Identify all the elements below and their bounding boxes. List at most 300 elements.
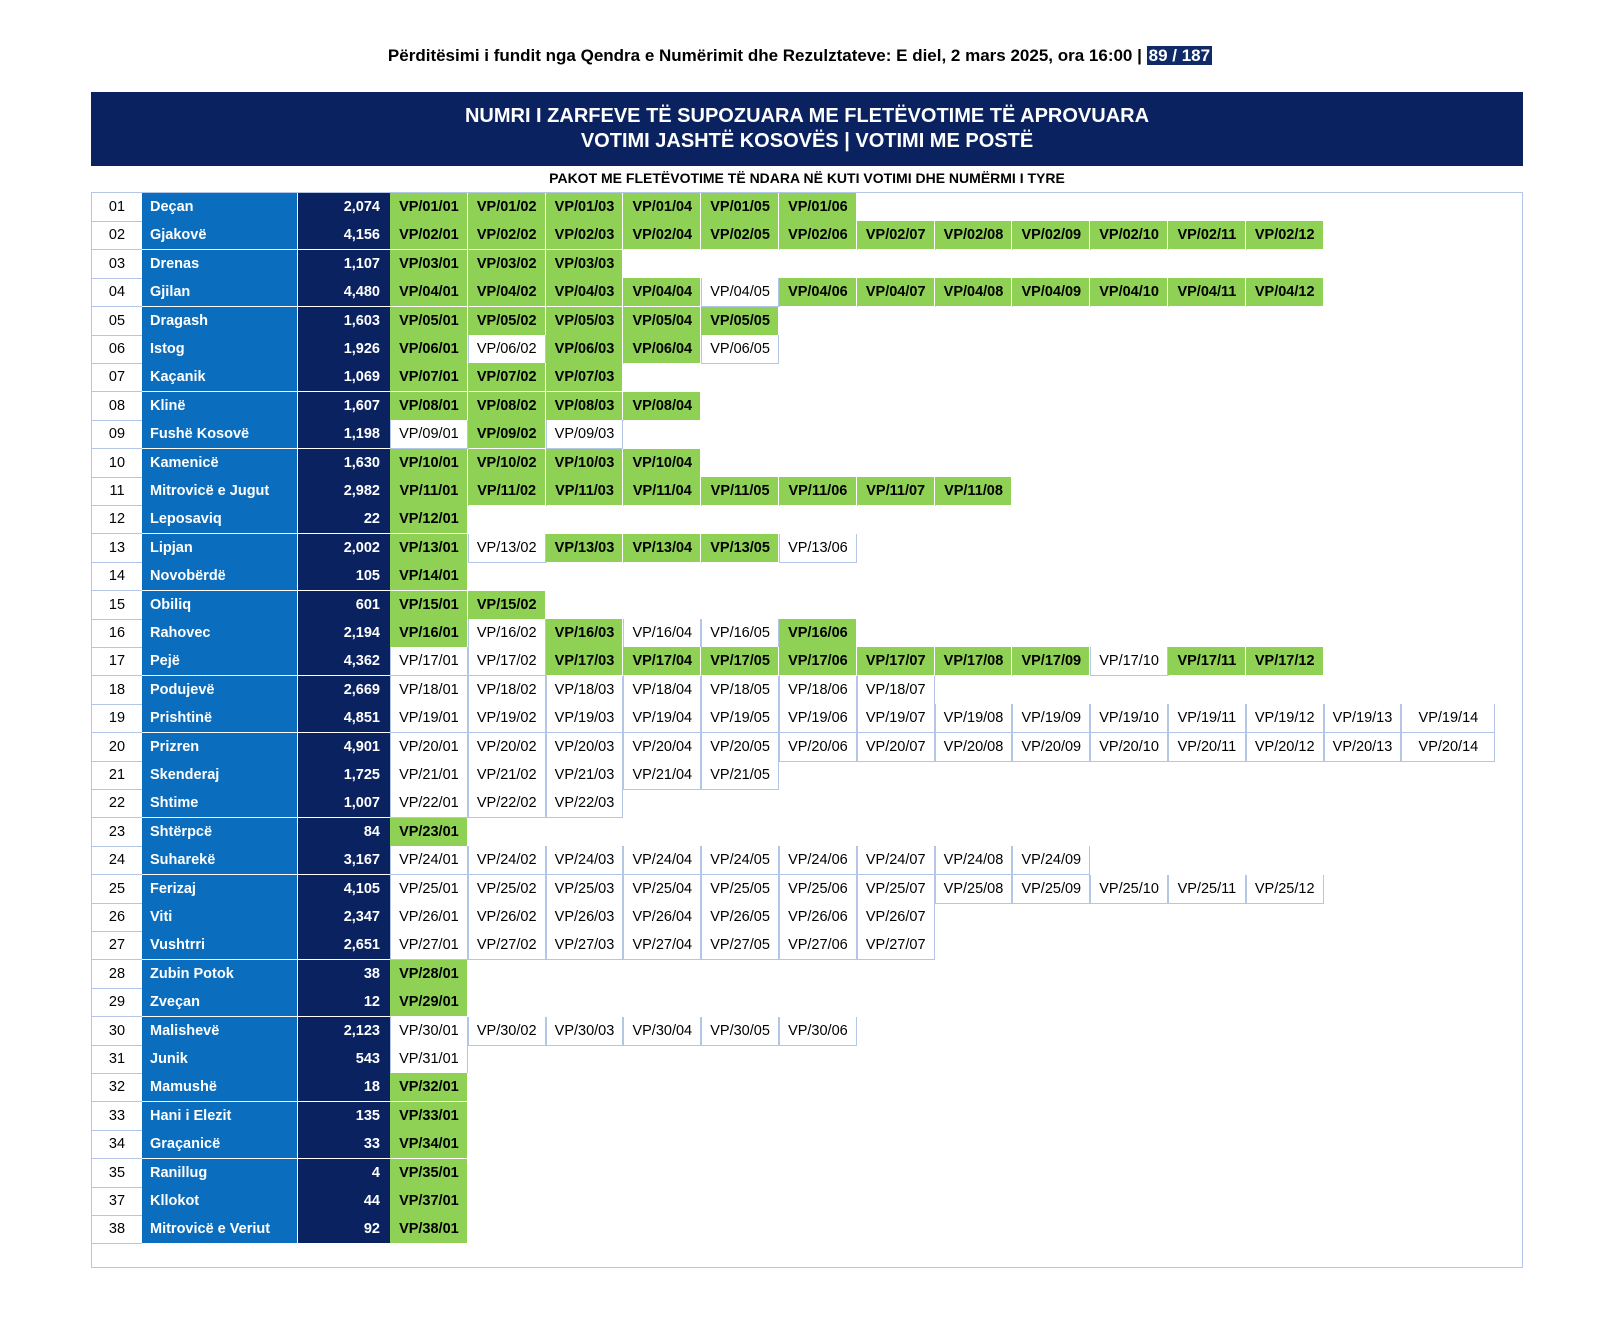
- package-cell-counted: VP/04/03: [546, 278, 624, 307]
- package-cell: VP/20/10: [1090, 733, 1168, 762]
- row-number: 13: [92, 534, 142, 563]
- envelope-count: 135: [298, 1102, 390, 1131]
- package-cell-counted: VP/04/09: [1012, 278, 1090, 307]
- package-cell: VP/16/05: [701, 619, 779, 648]
- row-number: 20: [92, 733, 142, 762]
- municipality-name: Kamenicë: [142, 449, 298, 478]
- row-number: 08: [92, 392, 142, 421]
- table-row: [92, 846, 1522, 875]
- package-cell-counted: VP/07/01: [390, 363, 468, 392]
- envelope-count: 4,901: [298, 733, 390, 762]
- package-cell-counted: VP/34/01: [390, 1130, 468, 1159]
- table-row: [92, 676, 1522, 705]
- table-row: [92, 647, 1522, 676]
- municipality-name: Mitrovicë e Veriut: [142, 1215, 298, 1244]
- package-cell: VP/24/03: [546, 846, 624, 875]
- package-cell-counted: VP/05/03: [546, 307, 624, 336]
- package-cell-counted: VP/13/05: [701, 534, 779, 563]
- package-cell-counted: VP/07/03: [546, 363, 624, 392]
- row-number: 16: [92, 619, 142, 648]
- package-cell-counted: VP/01/02: [468, 193, 546, 222]
- municipality-name: Lipjan: [142, 534, 298, 563]
- package-cell-counted: VP/03/01: [390, 250, 468, 279]
- package-cell-counted: VP/16/01: [390, 619, 468, 648]
- package-cell: VP/20/11: [1168, 733, 1246, 762]
- title-banner: [91, 92, 1523, 166]
- package-cell-counted: VP/38/01: [390, 1215, 468, 1244]
- package-cell-counted: VP/17/09: [1012, 647, 1090, 676]
- municipality-name: Suharekë: [142, 846, 298, 875]
- package-cell-counted: VP/02/05: [701, 221, 779, 250]
- package-cell: VP/13/06: [779, 534, 857, 563]
- table-row: [92, 1159, 1522, 1188]
- package-cell: VP/26/03: [546, 903, 624, 932]
- package-cell: VP/19/14: [1401, 704, 1495, 733]
- package-cell: VP/20/13: [1324, 733, 1402, 762]
- table-row: [92, 988, 1522, 1017]
- package-cell: VP/20/12: [1246, 733, 1324, 762]
- package-cell: VP/30/01: [390, 1017, 468, 1046]
- municipality-name: Novobërdë: [142, 562, 298, 591]
- row-number: 15: [92, 591, 142, 620]
- package-cell: VP/19/12: [1246, 704, 1324, 733]
- package-cell-counted: VP/11/04: [623, 477, 701, 506]
- row-number: 14: [92, 562, 142, 591]
- package-cell-counted: VP/01/03: [546, 193, 624, 222]
- package-cell: VP/25/10: [1090, 875, 1168, 904]
- row-number: 37: [92, 1187, 142, 1216]
- envelope-count: 2,123: [298, 1017, 390, 1046]
- municipality-name: Prizren: [142, 733, 298, 762]
- table-row: [92, 960, 1522, 989]
- envelope-count: 3,167: [298, 846, 390, 875]
- package-cell: VP/21/03: [546, 761, 624, 790]
- package-cell-counted: VP/11/05: [701, 477, 779, 506]
- envelope-count: 33: [298, 1130, 390, 1159]
- row-number: 09: [92, 420, 142, 449]
- package-cell-counted: VP/15/01: [390, 591, 468, 620]
- municipality-name: Shtërpcë: [142, 818, 298, 847]
- counted-counter: 89 / 187: [1148, 46, 1211, 65]
- package-cell: VP/26/06: [779, 903, 857, 932]
- table-row: [92, 1187, 1522, 1216]
- package-cell: VP/19/10: [1090, 704, 1168, 733]
- row-number: 25: [92, 875, 142, 904]
- municipality-name: Viti: [142, 903, 298, 932]
- package-cell: VP/25/06: [779, 875, 857, 904]
- package-cell: VP/27/07: [857, 931, 935, 960]
- envelope-count: 4,156: [298, 221, 390, 250]
- package-cell-counted: VP/11/06: [779, 477, 857, 506]
- package-cell-counted: VP/01/06: [779, 193, 857, 222]
- package-cell: VP/18/06: [779, 676, 857, 705]
- table-row: [92, 761, 1522, 790]
- row-number: 34: [92, 1130, 142, 1159]
- package-cell-counted: VP/12/01: [390, 505, 468, 534]
- row-number: 30: [92, 1017, 142, 1046]
- municipality-name: Prishtinë: [142, 704, 298, 733]
- municipality-name: Rahovec: [142, 619, 298, 648]
- municipality-name: Vushtrri: [142, 931, 298, 960]
- envelope-count: 2,347: [298, 903, 390, 932]
- municipality-name: Ferizaj: [142, 875, 298, 904]
- package-cell-counted: VP/08/03: [546, 392, 624, 421]
- package-cell-counted: VP/23/01: [390, 818, 468, 847]
- banner-title-line1: NUMRI I ZARFEVE TË SUPOZUARA ME FLETËVOTIME TË APROVUARA: [464, 105, 1150, 127]
- package-cell-counted: VP/16/06: [779, 619, 857, 648]
- row-number: 29: [92, 988, 142, 1017]
- package-cell: VP/20/01: [390, 733, 468, 762]
- municipality-name: Dragash: [142, 307, 298, 336]
- table-row: [92, 1073, 1522, 1102]
- municipality-name: Drenas: [142, 250, 298, 279]
- package-cell: VP/27/06: [779, 931, 857, 960]
- package-cell: VP/16/02: [468, 619, 546, 648]
- table-row: [92, 875, 1522, 904]
- package-cell: VP/27/04: [623, 931, 701, 960]
- package-cell: VP/19/13: [1324, 704, 1402, 733]
- table-row: [92, 1102, 1522, 1131]
- row-number: 07: [92, 363, 142, 392]
- table-row: [92, 1017, 1522, 1046]
- row-number: 04: [92, 278, 142, 307]
- package-cell-counted: VP/11/01: [390, 477, 468, 506]
- envelope-count: 84: [298, 818, 390, 847]
- municipality-name: Gjakovë: [142, 221, 298, 250]
- package-cell-counted: VP/04/07: [857, 278, 935, 307]
- table-row: [92, 733, 1522, 762]
- package-cell: VP/13/02: [468, 534, 546, 563]
- package-cell: VP/30/04: [623, 1017, 701, 1046]
- package-cell: VP/21/05: [701, 761, 779, 790]
- package-cell-counted: VP/15/02: [468, 591, 546, 620]
- package-cell-counted: VP/01/01: [390, 193, 468, 222]
- table-row: [92, 278, 1522, 307]
- package-cell: VP/25/01: [390, 875, 468, 904]
- package-cell: VP/20/03: [546, 733, 624, 762]
- envelope-count: 4,480: [298, 278, 390, 307]
- table-row: [92, 335, 1522, 364]
- municipality-name: Klinë: [142, 392, 298, 421]
- table-row: [92, 619, 1522, 648]
- row-number: 32: [92, 1073, 142, 1102]
- package-cell: VP/25/08: [935, 875, 1013, 904]
- row-number: 19: [92, 704, 142, 733]
- row-number: 03: [92, 250, 142, 279]
- package-cell-counted: VP/05/05: [701, 307, 779, 336]
- package-cell-counted: VP/17/03: [546, 647, 624, 676]
- row-number: 21: [92, 761, 142, 790]
- table-row: [92, 562, 1522, 591]
- package-cell: VP/22/03: [546, 789, 624, 818]
- package-cell: VP/26/05: [701, 903, 779, 932]
- envelope-count: 1,603: [298, 307, 390, 336]
- package-cell: VP/24/01: [390, 846, 468, 875]
- municipality-name: Shtime: [142, 789, 298, 818]
- package-cell: VP/17/10: [1090, 647, 1168, 676]
- table-row: [92, 307, 1522, 336]
- package-cell-counted: VP/11/03: [546, 477, 624, 506]
- row-number: 22: [92, 789, 142, 818]
- row-number: 23: [92, 818, 142, 847]
- package-cell-counted: VP/05/01: [390, 307, 468, 336]
- package-cell-counted: VP/28/01: [390, 960, 468, 989]
- envelope-count: 2,982: [298, 477, 390, 506]
- municipality-name: Zveçan: [142, 988, 298, 1017]
- envelope-count: 601: [298, 591, 390, 620]
- package-cell: VP/19/05: [701, 704, 779, 733]
- package-cell: VP/09/01: [390, 420, 468, 449]
- row-number: 10: [92, 449, 142, 478]
- package-cell-counted: VP/02/10: [1090, 221, 1168, 250]
- package-cell-counted: VP/02/07: [857, 221, 935, 250]
- municipality-name: Pejë: [142, 647, 298, 676]
- row-number: 27: [92, 931, 142, 960]
- envelope-count: 543: [298, 1045, 390, 1074]
- table-row: [92, 1045, 1522, 1074]
- package-cell: VP/18/03: [546, 676, 624, 705]
- table-row: [92, 449, 1522, 478]
- envelope-count: 92: [298, 1215, 390, 1244]
- package-cell: VP/21/04: [623, 761, 701, 790]
- package-cell-counted: VP/02/09: [1012, 221, 1090, 250]
- table-row: [92, 392, 1522, 421]
- envelope-count: 1,198: [298, 420, 390, 449]
- package-cell: VP/25/11: [1168, 875, 1246, 904]
- package-cell-counted: VP/16/03: [546, 619, 624, 648]
- package-cell-counted: VP/17/07: [857, 647, 935, 676]
- table-row: [92, 1130, 1522, 1159]
- package-cell: VP/24/02: [468, 846, 546, 875]
- row-number: 11: [92, 477, 142, 506]
- package-cell-counted: VP/10/02: [468, 449, 546, 478]
- package-cell: VP/06/02: [468, 335, 546, 364]
- package-cell: VP/26/07: [857, 903, 935, 932]
- table-row: [92, 250, 1522, 279]
- municipality-name: Podujevë: [142, 676, 298, 705]
- banner-title-line2: VOTIMI JASHTË KOSOVËS | VOTIMI ME POSTË: [580, 130, 1034, 152]
- package-cell-counted: VP/01/04: [623, 193, 701, 222]
- package-cell: VP/18/01: [390, 676, 468, 705]
- package-cell-counted: VP/17/12: [1246, 647, 1324, 676]
- package-cell-counted: VP/06/01: [390, 335, 468, 364]
- package-cell-counted: VP/07/02: [468, 363, 546, 392]
- table-row: [92, 193, 1522, 222]
- package-cell: VP/26/04: [623, 903, 701, 932]
- envelope-count: 4,851: [298, 704, 390, 733]
- package-cell: VP/19/07: [857, 704, 935, 733]
- envelope-count: 2,669: [298, 676, 390, 705]
- package-cell-counted: VP/05/04: [623, 307, 701, 336]
- package-cell: VP/18/07: [857, 676, 935, 705]
- package-cell-counted: VP/17/11: [1168, 647, 1246, 676]
- envelope-count: 1,107: [298, 250, 390, 279]
- package-cell: VP/24/04: [623, 846, 701, 875]
- package-cell: VP/25/03: [546, 875, 624, 904]
- package-cell: VP/31/01: [390, 1045, 468, 1074]
- package-cell: VP/30/05: [701, 1017, 779, 1046]
- package-cell: VP/20/05: [701, 733, 779, 762]
- package-cell: VP/26/01: [390, 903, 468, 932]
- row-number: 05: [92, 307, 142, 336]
- package-cell-counted: VP/02/02: [468, 221, 546, 250]
- municipality-name: Gjilan: [142, 278, 298, 307]
- package-cell-counted: VP/11/08: [935, 477, 1013, 506]
- envelope-count: 1,069: [298, 363, 390, 392]
- row-number: 38: [92, 1215, 142, 1244]
- package-cell: VP/20/09: [1012, 733, 1090, 762]
- package-cell: VP/21/02: [468, 761, 546, 790]
- package-cell: VP/30/03: [546, 1017, 624, 1046]
- package-cell: VP/16/04: [623, 619, 701, 648]
- package-cell-counted: VP/17/06: [779, 647, 857, 676]
- package-cell-counted: VP/02/04: [623, 221, 701, 250]
- package-cell: VP/19/04: [623, 704, 701, 733]
- table-row: [92, 931, 1522, 960]
- package-cell: VP/19/08: [935, 704, 1013, 733]
- package-cell: VP/19/09: [1012, 704, 1090, 733]
- table-row: [92, 363, 1522, 392]
- packages-table: [91, 192, 1523, 1268]
- table-row: [92, 591, 1522, 620]
- package-cell-counted: VP/08/02: [468, 392, 546, 421]
- package-cell-counted: VP/37/01: [390, 1187, 468, 1216]
- package-cell-counted: VP/05/02: [468, 307, 546, 336]
- envelope-count: 12: [298, 988, 390, 1017]
- municipality-name: Ranillug: [142, 1159, 298, 1188]
- envelope-count: 105: [298, 562, 390, 591]
- row-number: 01: [92, 193, 142, 222]
- package-cell-counted: VP/13/03: [546, 534, 624, 563]
- package-cell: VP/18/05: [701, 676, 779, 705]
- package-cell: VP/20/06: [779, 733, 857, 762]
- municipality-name: Zubin Potok: [142, 960, 298, 989]
- envelope-count: 1,607: [298, 392, 390, 421]
- package-cell-counted: VP/04/10: [1090, 278, 1168, 307]
- package-cell-counted: VP/17/05: [701, 647, 779, 676]
- row-number: 06: [92, 335, 142, 364]
- envelope-count: 4: [298, 1159, 390, 1188]
- package-cell-counted: VP/11/07: [857, 477, 935, 506]
- package-cell: VP/17/02: [468, 647, 546, 676]
- package-cell: VP/18/04: [623, 676, 701, 705]
- row-number: 28: [92, 960, 142, 989]
- table-row: [92, 420, 1522, 449]
- package-cell-counted: VP/02/08: [935, 221, 1013, 250]
- package-cell: VP/24/09: [1012, 846, 1090, 875]
- package-cell: VP/26/02: [468, 903, 546, 932]
- package-cell: VP/22/01: [390, 789, 468, 818]
- package-cell: VP/27/02: [468, 931, 546, 960]
- envelope-count: 44: [298, 1187, 390, 1216]
- package-cell: VP/25/04: [623, 875, 701, 904]
- package-cell-counted: VP/04/01: [390, 278, 468, 307]
- package-cell: VP/25/07: [857, 875, 935, 904]
- package-cell: VP/19/01: [390, 704, 468, 733]
- package-cell: VP/24/07: [857, 846, 935, 875]
- envelope-count: 1,007: [298, 789, 390, 818]
- package-cell-counted: VP/04/04: [623, 278, 701, 307]
- package-cell-counted: VP/10/01: [390, 449, 468, 478]
- package-cell: VP/09/03: [546, 420, 624, 449]
- package-cell: VP/24/06: [779, 846, 857, 875]
- row-number: 24: [92, 846, 142, 875]
- table-row: [92, 818, 1522, 847]
- package-cell-counted: VP/32/01: [390, 1073, 468, 1102]
- package-cell-counted: VP/17/08: [935, 647, 1013, 676]
- package-cell: VP/17/01: [390, 647, 468, 676]
- package-cell-counted: VP/14/01: [390, 562, 468, 591]
- package-cell-counted: VP/17/04: [623, 647, 701, 676]
- municipality-name: Obiliq: [142, 591, 298, 620]
- row-number: 33: [92, 1102, 142, 1131]
- package-cell: VP/20/07: [857, 733, 935, 762]
- package-cell-counted: VP/02/03: [546, 221, 624, 250]
- last-update-line: [0, 46, 1600, 66]
- row-number: 02: [92, 221, 142, 250]
- package-cell-counted: VP/04/06: [779, 278, 857, 307]
- envelope-count: 1,926: [298, 335, 390, 364]
- table-row: [92, 477, 1522, 506]
- package-cell: VP/19/06: [779, 704, 857, 733]
- row-number: 12: [92, 505, 142, 534]
- envelope-count: 38: [298, 960, 390, 989]
- package-cell-counted: VP/03/03: [546, 250, 624, 279]
- envelope-count: 2,194: [298, 619, 390, 648]
- row-number: 26: [92, 903, 142, 932]
- table-row: [92, 903, 1522, 932]
- package-cell: VP/18/02: [468, 676, 546, 705]
- package-cell-counted: VP/02/11: [1168, 221, 1246, 250]
- row-number: 18: [92, 676, 142, 705]
- row-number: 31: [92, 1045, 142, 1074]
- municipality-name: Fushë Kosovë: [142, 420, 298, 449]
- last-update-text: Përditësimi i fundit nga Qendra e Numërimit dhe Rezulztateve: E diel, 2 mars 2025, ora 16:00 |: [387, 46, 1142, 65]
- municipality-name: Mitrovicë e Jugut: [142, 477, 298, 506]
- municipality-name: Hani i Elezit: [142, 1102, 298, 1131]
- municipality-name: Junik: [142, 1045, 298, 1074]
- package-cell: VP/19/11: [1168, 704, 1246, 733]
- table-row: [92, 704, 1522, 733]
- package-cell-counted: VP/03/02: [468, 250, 546, 279]
- package-cell: VP/27/03: [546, 931, 624, 960]
- municipality-name: Graçanicë: [142, 1130, 298, 1159]
- package-cell-counted: VP/01/05: [701, 193, 779, 222]
- row-number: 35: [92, 1159, 142, 1188]
- package-cell-counted: VP/10/04: [623, 449, 701, 478]
- package-cell-counted: VP/13/01: [390, 534, 468, 563]
- package-cell-counted: VP/10/03: [546, 449, 624, 478]
- package-cell: VP/24/05: [701, 846, 779, 875]
- municipality-name: Deçan: [142, 193, 298, 222]
- package-cell: VP/06/05: [701, 335, 779, 364]
- municipality-name: Istog: [142, 335, 298, 364]
- package-cell: VP/30/02: [468, 1017, 546, 1046]
- package-cell: VP/27/05: [701, 931, 779, 960]
- envelope-count: 22: [298, 505, 390, 534]
- envelope-count: 4,105: [298, 875, 390, 904]
- package-cell-counted: VP/02/12: [1246, 221, 1324, 250]
- envelope-count: 2,651: [298, 931, 390, 960]
- envelope-count: 1,630: [298, 449, 390, 478]
- municipality-name: Kaçanik: [142, 363, 298, 392]
- package-cell-counted: VP/02/06: [779, 221, 857, 250]
- package-cell-counted: VP/29/01: [390, 988, 468, 1017]
- package-cell-counted: VP/11/02: [468, 477, 546, 506]
- package-cell: VP/19/02: [468, 704, 546, 733]
- package-cell-counted: VP/02/01: [390, 221, 468, 250]
- envelope-count: 2,002: [298, 534, 390, 563]
